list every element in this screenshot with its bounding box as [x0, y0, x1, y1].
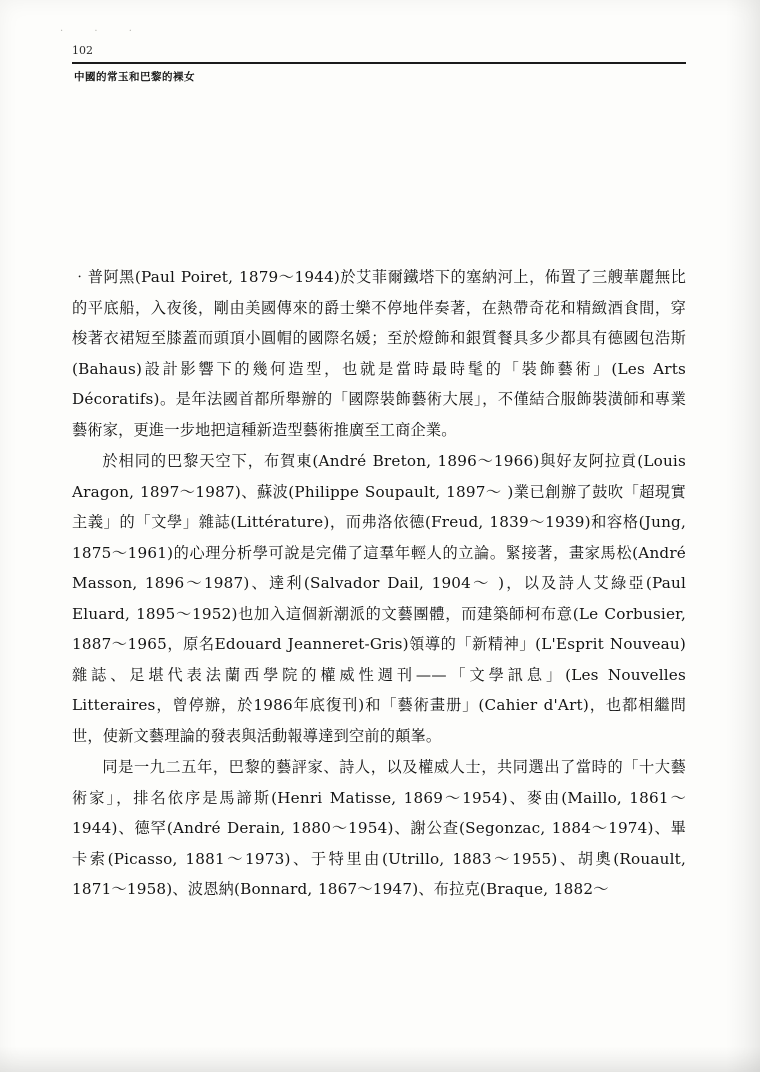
paragraph: 同是一九二五年，巴黎的藝評家、詩人，以及權威人士，共同選出了當時的「十大藝術家」，排名依序是馬諦斯(Henri Matisse, 1869～1954)、麥由(Maillo, 1861～1944)、德罕(André Derain, 1880～1954)、謝公查(Segonzac, 1884～1974)、畢卡索(Picasso, 1881～1973)、于特里由(Utrillo, 1883～1955)、胡奧(Rouault, 1871～1958)、波恩納(Bonnard, 1867～1947)、布拉克(Braque, 1882～ — [72, 758, 686, 898]
page-bottom-shading — [0, 1046, 760, 1072]
page-number: 102 — [72, 44, 93, 57]
scan-artifact-marks: · · · — [60, 26, 146, 37]
header-divider — [72, 62, 686, 64]
paragraph: ‧普阿黑(Paul Poiret, 1879～1944)於艾菲爾鐵塔下的塞納河上，佈置了三艘華麗無比的平底船，入夜後，剛由美國傳來的爵士樂不停地伴奏著，在熱帶奇花和精緻酒食間，穿梭著衣裙短至膝蓋而頭頂小圓帽的國際名媛；至於燈飾和銀質餐具多少都具有德國包浩斯 (Bahaus)設計影響下的幾何造型，也就是當時最時髦的「裝飾藝術」(Les Arts Décoratifs)。是年法國首都所舉辦的「國際裝飾藝術大展」，不僅結合服飾裝潢師和專業藝術家，更進一步地把這種新造型藝術推廣至工商企業。 — [72, 268, 686, 439]
body-text-column — [72, 262, 686, 906]
page-edge-shading — [726, 0, 760, 1072]
paragraph: 於相同的巴黎天空下，布賀東(André Breton, 1896～1966)與好友阿拉貢(Louis Aragon, 1897～1987)、蘇波(Philippe Soupault, 1897～ )業已創辦了鼓吹「超現實主義」的「文學」雜誌(Littérature)，而弗洛依德(Freud, 1839～1939)和容格(Jung, 1875～1961)的心理分析學可說是完備了這羣年輕人的立論。緊接著，畫家馬松(André Masson, 1896～1987)、達利(Salvador Dail, 1904～ )，以及詩人艾綠亞(Paul Eluard, 1895～1952)也加入這個新潮派的文藝團體，而建築師柯布意(Le Corbusier, 1887～1965，原名Edouard Jeanneret-Gris)領導的「新精神」(L'Esprit Nouveau)雜誌、足堪代表法蘭西學院的權威性週刊——「文學訊息」(Les Nouvelles Litteraires，曾停辦，於1986年底復刊)和「藝術畫册」(Cahier d'Art)，也都相繼問世，使新文藝理論的發表與活動報導達到空前的顛峯。 — [72, 452, 686, 745]
running-head: 中國的常玉和巴黎的裸女 — [74, 71, 195, 83]
